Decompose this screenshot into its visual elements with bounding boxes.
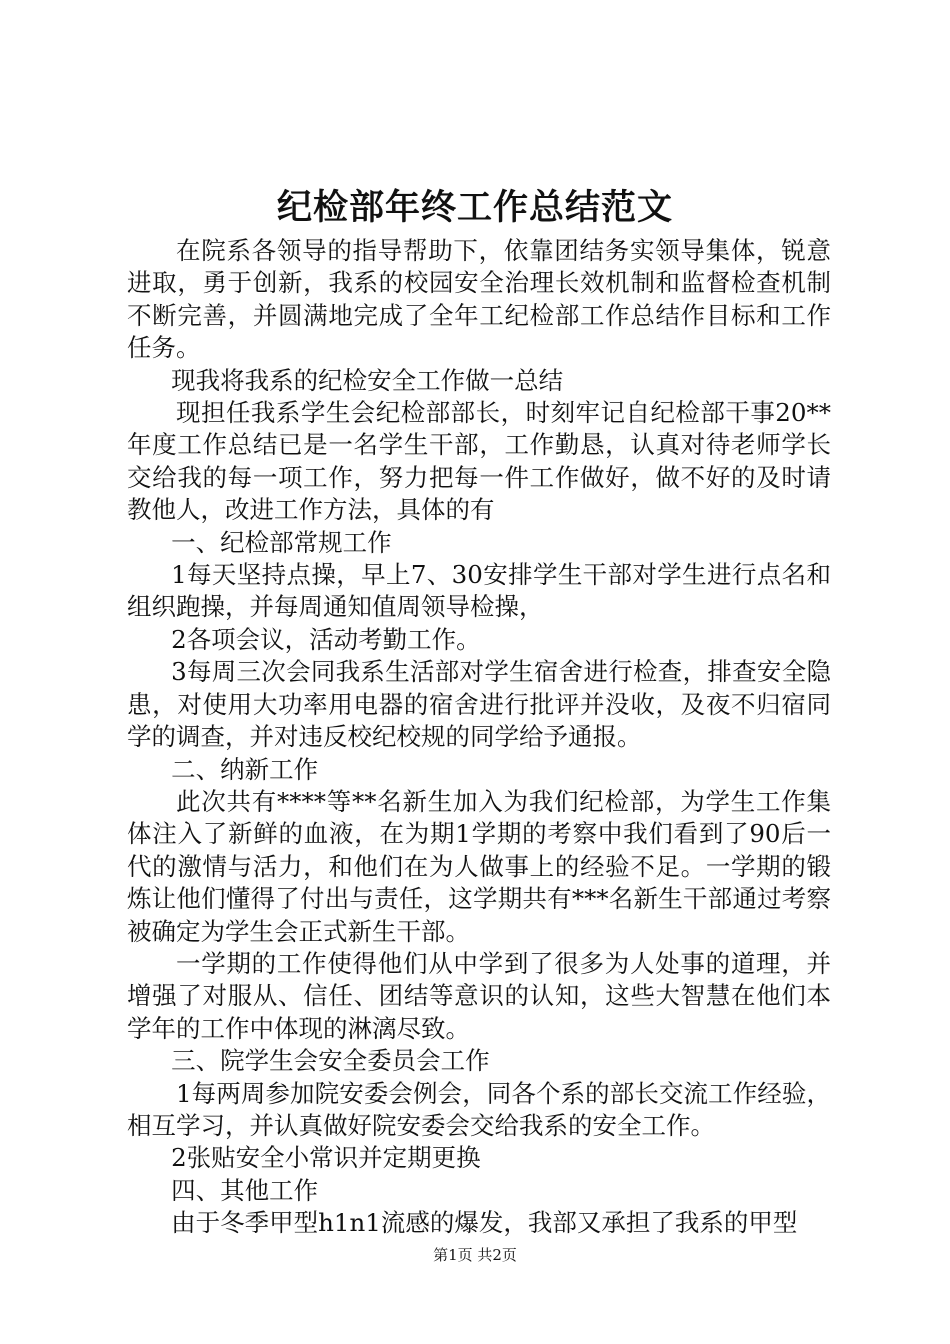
paragraph-summary-lead: 现我将我系的纪检安全工作做一总结 <box>171 365 564 395</box>
document-body <box>127 235 831 1240</box>
list-item-morning-exercise: 1每天坚持点操，早上7、30安排学生干部对学生进行点名和组织跑操，并每周通知值周领导检操， <box>127 560 831 622</box>
section-heading-recruitment: 二、纳新工作 <box>171 754 319 784</box>
paragraph-recruitment: 此次共有****等**名新生加入为我们纪检部，为学生工作集体注入了新鲜的血液，在为期1学期的考察中我们看到了90后一代的激情与活力，和他们在为人做事上的经验不足。一学期的锻炼让他们懂得了付出与责任，这学期共有***名新生干部通过考察被确定为学生会正式新生干部。 <box>127 786 831 946</box>
paragraph-growth: 一学期的工作使得他们从中学到了很多为人处事的道理，并增强了对服从、信任、团结等意识的认知，这些大智慧在他们本学年的工作中体现的淋漓尽致。 <box>127 948 831 1043</box>
paragraph-position: 现担任我系学生会纪检部部长，时刻牢记自纪检部干事20**年度工作总结已是一名学生干部，工作勤恳，认真对待老师学长交给我的每一项工作，努力把每一件工作做好，做不好的及时请教他人，改进工作方法，具体的有 <box>127 398 831 525</box>
document-title: 纪检部年终工作总结范文 <box>276 187 673 228</box>
paragraph-intro: 在院系各领导的指导帮助下，依靠团结务实领导集体，锐意进取，勇于创新，我系的校园安全治理长效机制和监督检查机制不断完善，并圆满地完成了全年工纪检部工作总结作目标和工作任务。 <box>127 236 831 363</box>
list-item-dorm-inspection: 3每周三次会同我系生活部对学生宿舍进行检查，排查安全隐患，对使用大功率用电器的宿舍进行批评并没收，及夜不归宿同学的调查，并对违反校纪校规的同学给予通报。 <box>127 657 831 752</box>
list-item-biweekly-meeting: 1每两周参加院安委会例会，同各个系的部长交流工作经验，相互学习，并认真做好院安委会交给我系的安全工作。 <box>127 1078 831 1140</box>
list-item-attendance: 2各项会议，活动考勤工作。 <box>171 624 481 654</box>
paragraph-flu-response: 由于冬季甲型h1n1流感的爆发，我部又承担了我系的甲型 <box>171 1208 798 1238</box>
list-item-safety-posters: 2张贴安全小常识并定期更换 <box>171 1143 481 1173</box>
section-heading-routine: 一、纪检部常规工作 <box>171 527 392 557</box>
page-footer: 第1页 共2页 <box>433 1246 517 1264</box>
section-heading-other: 四、其他工作 <box>171 1175 319 1205</box>
section-heading-safety-committee: 三、院学生会安全委员会工作 <box>171 1046 490 1076</box>
